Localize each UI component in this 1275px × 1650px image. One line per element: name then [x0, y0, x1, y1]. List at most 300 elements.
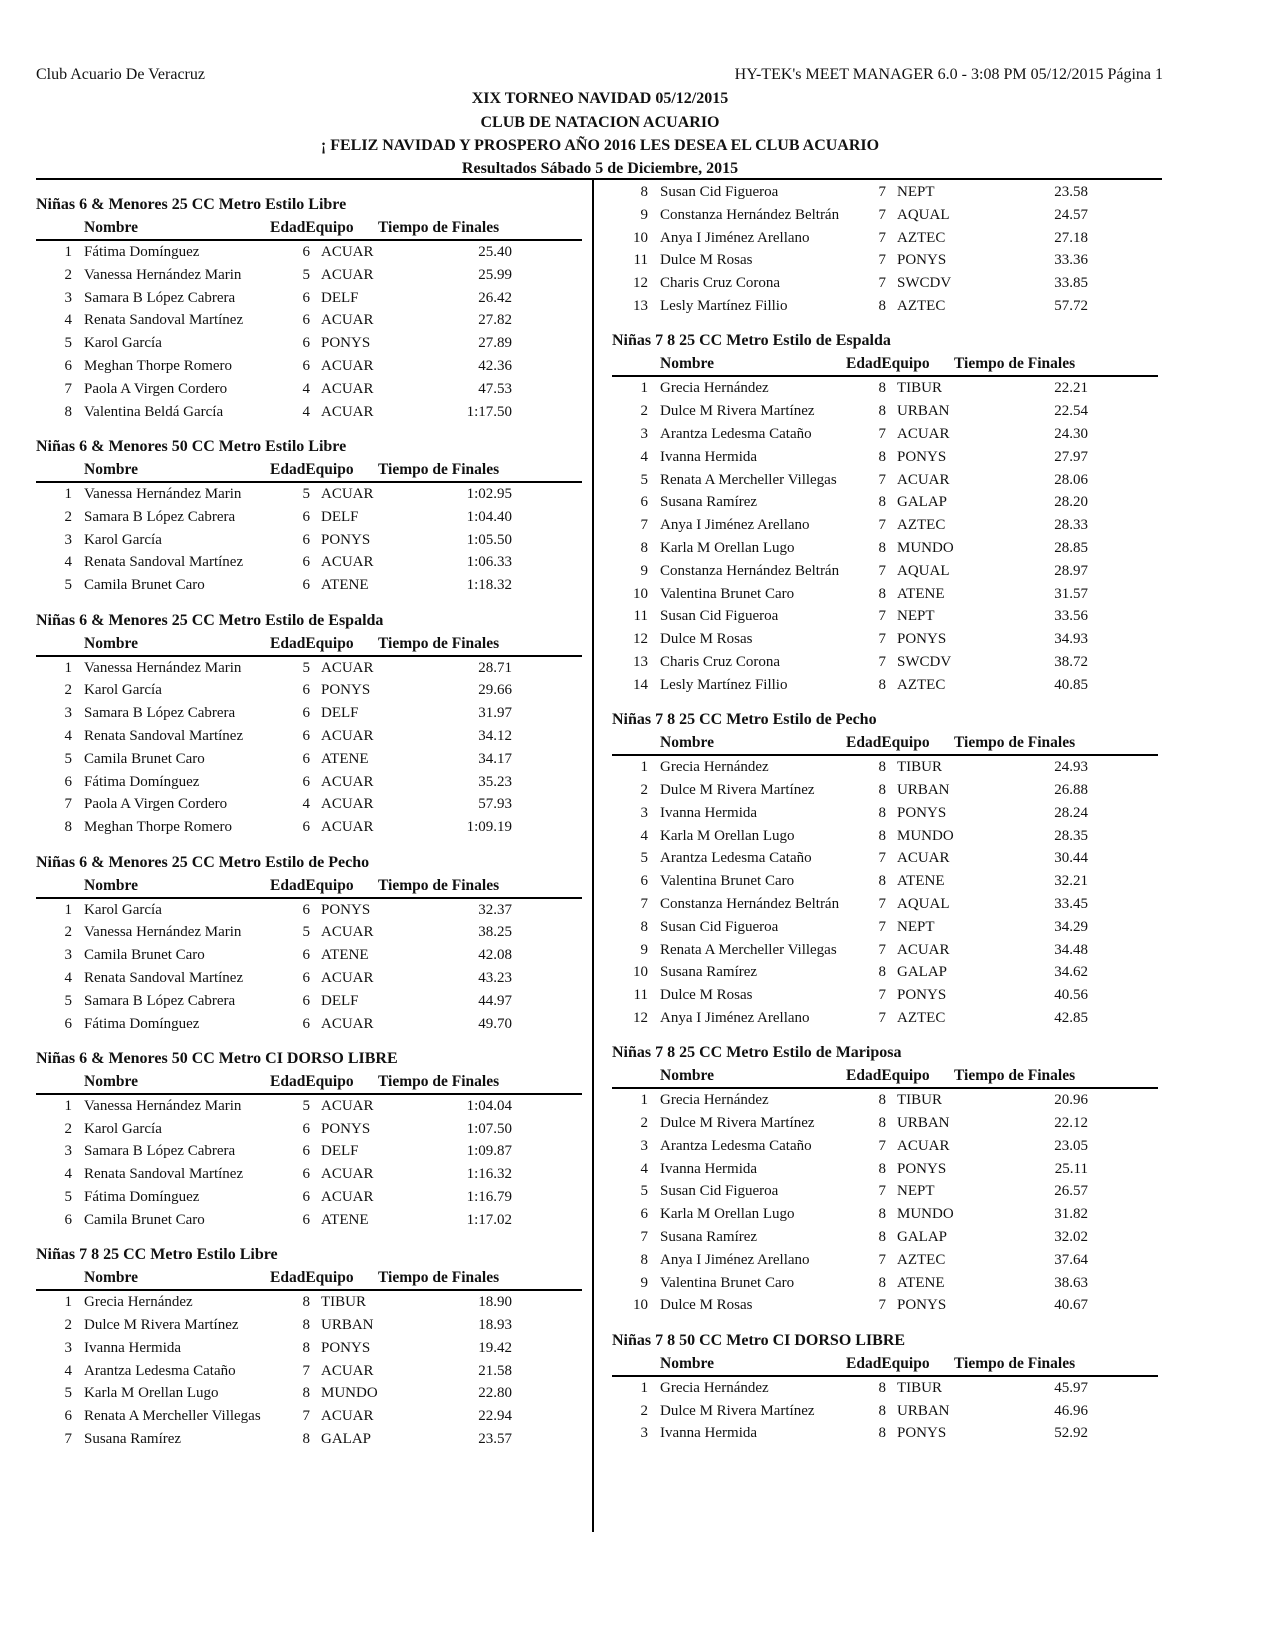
- swimmer-name: Constanza Hernández Beltrán: [660, 562, 840, 579]
- place: 8: [64, 819, 72, 836]
- team: AZTEC: [897, 517, 946, 534]
- column-header: [36, 459, 582, 483]
- swimmer-name: Fátima Domínguez: [84, 244, 200, 260]
- column-header: [612, 353, 1158, 377]
- team: AZTEC: [897, 1251, 946, 1268]
- place: 3: [64, 705, 72, 722]
- team: GALAP: [897, 494, 948, 511]
- team: PONYS: [321, 1339, 371, 1356]
- final-time: 1:16.32: [466, 1166, 512, 1183]
- place: 3: [640, 425, 648, 442]
- header-name: Nombre: [84, 1269, 138, 1287]
- place: 14: [633, 676, 648, 693]
- column-header: [36, 1071, 582, 1095]
- final-time: 32.37: [478, 901, 512, 918]
- result-row: [36, 1428, 582, 1451]
- team: URBAN: [897, 403, 950, 420]
- swimmer-name: Dulce M Rosas: [660, 987, 753, 1004]
- age: 5: [302, 659, 310, 676]
- swimmer-name: Samara B López Cabrera: [84, 992, 236, 1009]
- team: ACUAR: [321, 244, 374, 260]
- place: 3: [64, 531, 72, 548]
- result-row: [612, 756, 1158, 779]
- final-time: 26.88: [1054, 781, 1088, 798]
- age: 7: [878, 252, 886, 269]
- continued-results: [612, 181, 1158, 318]
- team: AQUAL: [897, 895, 950, 912]
- header-name: Nombre: [660, 1354, 714, 1372]
- place: 8: [64, 403, 72, 420]
- result-row: [612, 1226, 1158, 1249]
- place: 2: [64, 924, 72, 941]
- header-time: Tiempo de Finales: [378, 460, 500, 478]
- result-row: [612, 939, 1158, 962]
- swimmer-name: Dulce M Rosas: [660, 631, 753, 648]
- header-age-team: EdadEquipo: [270, 634, 354, 652]
- final-time: 34.62: [1054, 964, 1088, 981]
- swimmer-name: Arantza Ledesma Cataño: [660, 425, 812, 442]
- final-time: 22.80: [478, 1385, 512, 1402]
- place: 10: [633, 1297, 648, 1314]
- event-title: Niñas 7 8 25 CC Metro Estilo de Mariposa: [612, 1044, 902, 1062]
- final-time: 1:06.33: [466, 554, 512, 571]
- header-name: Nombre: [84, 219, 138, 236]
- team: NEPT: [897, 1183, 935, 1200]
- team: DELF: [321, 289, 359, 306]
- swimmer-name: Camila Brunet Caro: [84, 947, 205, 964]
- team: AZTEC: [897, 1009, 946, 1026]
- header-time: Tiempo de Finales: [378, 219, 500, 236]
- final-time: 42.08: [478, 947, 512, 964]
- result-row: [36, 574, 582, 597]
- final-time: 30.44: [1054, 850, 1088, 867]
- final-time: 25.11: [1054, 1160, 1088, 1177]
- result-row: [36, 287, 582, 310]
- result-row: [612, 779, 1158, 802]
- swimmer-name: Paola A Virgen Cordero: [84, 380, 228, 397]
- place: 6: [64, 357, 72, 374]
- final-time: 24.30: [1054, 425, 1088, 442]
- result-row: [36, 771, 582, 794]
- team: DELF: [321, 992, 359, 1009]
- age: 7: [878, 850, 886, 867]
- place: 5: [640, 850, 648, 867]
- header-age-team: EdadEquipo: [270, 1269, 354, 1287]
- result-row: [36, 309, 582, 332]
- result-row: [36, 725, 582, 748]
- age: 8: [878, 1092, 886, 1109]
- team: PONYS: [897, 252, 947, 269]
- header-time: Tiempo de Finales: [954, 355, 1076, 373]
- final-time: 23.58: [1054, 184, 1088, 200]
- club-name: Club Acuario De Veracruz: [36, 66, 205, 83]
- result-row: [612, 469, 1158, 492]
- swimmer-name: Grecia Hernández: [84, 1294, 193, 1311]
- age: 6: [302, 357, 310, 374]
- event-title: Niñas 6 & Menores 50 CC Metro Estilo Libre: [36, 437, 347, 455]
- final-time: 40.56: [1054, 987, 1088, 1004]
- swimmer-name: Valentina Brunet Caro: [660, 585, 795, 602]
- team: PONYS: [897, 1425, 947, 1442]
- place: 3: [64, 1339, 72, 1356]
- swimmer-name: Anya I Jiménez Arellano: [660, 1251, 810, 1268]
- swimmer-name: Susana Ramírez: [660, 964, 758, 981]
- team: NEPT: [897, 184, 935, 200]
- result-row: [612, 1422, 1158, 1445]
- age: 8: [878, 676, 886, 693]
- swimmer-name: Grecia Hernández: [660, 1092, 769, 1109]
- swimmer-name: Samara B López Cabrera: [84, 705, 236, 722]
- final-time: 26.42: [478, 289, 512, 306]
- team: TIBUR: [897, 759, 942, 776]
- event-block: [36, 609, 582, 839]
- swimmer-name: Renata Sandoval Martínez: [84, 1166, 244, 1183]
- event-block: [612, 1329, 1158, 1445]
- place: 10: [633, 964, 648, 981]
- final-time: 31.97: [478, 705, 512, 722]
- result-row: [36, 748, 582, 771]
- age: 6: [302, 750, 310, 767]
- event-block: [36, 435, 582, 597]
- place: 4: [64, 312, 72, 329]
- final-time: 27.82: [478, 312, 512, 329]
- result-row: [612, 204, 1158, 227]
- age: 6: [302, 1166, 310, 1183]
- swimmer-name: Ivanna Hermida: [660, 1425, 758, 1442]
- age: 7: [878, 206, 886, 223]
- place: 2: [64, 682, 72, 699]
- team: AZTEC: [897, 676, 946, 693]
- swimmer-name: Vanessa Hernández Marin: [84, 659, 242, 676]
- team: ACUAR: [321, 659, 374, 676]
- result-row: [612, 1400, 1158, 1423]
- header-name: Nombre: [84, 460, 138, 478]
- team: PONYS: [321, 682, 371, 699]
- age: 6: [302, 901, 310, 918]
- result-row: [36, 506, 582, 529]
- swimmer-name: Renata Sandoval Martínez: [84, 312, 244, 329]
- age: 8: [878, 1160, 886, 1177]
- final-time: 1:04.40: [466, 508, 512, 525]
- swimmer-name: Susan Cid Figueroa: [660, 184, 779, 200]
- final-time: 47.53: [478, 380, 512, 397]
- age: 6: [302, 705, 310, 722]
- final-time: 27.18: [1054, 229, 1088, 246]
- final-time: 28.71: [478, 659, 512, 676]
- swimmer-name: Renata Sandoval Martínez: [84, 554, 244, 571]
- swimmer-name: Dulce M Rivera Martínez: [660, 781, 815, 798]
- final-time: 18.90: [478, 1294, 512, 1311]
- result-row: [612, 249, 1158, 272]
- place: 7: [64, 380, 72, 397]
- age: 7: [302, 1408, 310, 1425]
- swimmer-name: Valentina Beldá García: [84, 403, 224, 420]
- swimmer-name: Vanessa Hernández Marin: [84, 485, 242, 502]
- result-row: [612, 377, 1158, 400]
- team: ACUAR: [321, 266, 374, 283]
- swimmer-name: Renata A Mercheller Villegas: [660, 471, 837, 488]
- place: 8: [640, 184, 648, 200]
- place: 3: [64, 1143, 72, 1160]
- left-column: [36, 193, 582, 1462]
- age: 7: [878, 275, 886, 292]
- final-time: 35.23: [478, 773, 512, 790]
- place: 1: [64, 1294, 72, 1311]
- place: 11: [633, 987, 648, 1004]
- meet-title: XIX TORNEO NAVIDAD 05/12/2015: [471, 90, 729, 107]
- header-time: Tiempo de Finales: [954, 1354, 1076, 1372]
- result-row: [36, 1118, 582, 1141]
- swimmer-name: Karol García: [84, 1120, 162, 1137]
- header-time: Tiempo de Finales: [954, 734, 1076, 752]
- column-header: [612, 732, 1158, 756]
- age: 7: [878, 608, 886, 625]
- final-time: 22.54: [1054, 403, 1088, 420]
- result-row: [36, 551, 582, 574]
- result-row: [36, 355, 582, 378]
- result-row: [612, 1089, 1158, 1112]
- final-time: 49.70: [478, 1015, 512, 1032]
- result-row: [36, 990, 582, 1013]
- age: 8: [878, 494, 886, 511]
- final-time: 19.42: [478, 1339, 512, 1356]
- age: 8: [878, 297, 886, 314]
- team: ATENE: [897, 585, 945, 602]
- swimmer-name: Karol García: [84, 901, 162, 918]
- team: TIBUR: [897, 1092, 942, 1109]
- place: 3: [640, 804, 648, 821]
- header-rule: [36, 178, 1162, 180]
- team: ACUAR: [321, 380, 374, 397]
- team: AZTEC: [897, 297, 946, 314]
- team: URBAN: [321, 1317, 374, 1334]
- age: 8: [302, 1317, 310, 1334]
- result-row: [612, 802, 1158, 825]
- age: 6: [302, 1120, 310, 1137]
- header-age-team: EdadEquipo: [846, 1354, 930, 1372]
- event-title: Niñas 7 8 50 CC Metro CI DORSO LIBRE: [612, 1331, 906, 1349]
- place: 1: [640, 1379, 648, 1396]
- age: 8: [878, 1274, 886, 1291]
- event-title: Niñas 7 8 25 CC Metro Estilo Libre: [36, 1246, 278, 1264]
- place: 7: [640, 1229, 648, 1246]
- place: 6: [64, 1211, 72, 1228]
- final-time: 40.85: [1054, 676, 1088, 693]
- column-divider: [592, 180, 594, 1532]
- swimmer-name: Ivanna Hermida: [660, 448, 758, 465]
- place: 6: [64, 1015, 72, 1032]
- swimmer-name: Fátima Domínguez: [84, 1189, 200, 1206]
- place: 4: [64, 1166, 72, 1183]
- age: 8: [878, 759, 886, 776]
- place: 1: [64, 1097, 72, 1114]
- event-block: [612, 329, 1158, 696]
- age: 7: [878, 631, 886, 648]
- host-club: CLUB DE NATACION ACUARIO: [480, 114, 720, 131]
- team: ACUAR: [897, 471, 950, 488]
- age: 6: [302, 819, 310, 836]
- place: 7: [640, 895, 648, 912]
- result-row: [612, 400, 1158, 423]
- swimmer-name: Camila Brunet Caro: [84, 1211, 205, 1228]
- place: 8: [640, 539, 648, 556]
- team: ACUAR: [321, 727, 374, 744]
- result-row: [36, 264, 582, 287]
- place: 8: [640, 918, 648, 935]
- swimmer-name: Susana Ramírez: [660, 494, 758, 511]
- result-row: [612, 893, 1158, 916]
- team: AZTEC: [897, 229, 946, 246]
- result-row: [36, 401, 582, 424]
- place: 2: [64, 508, 72, 525]
- team: ACUAR: [321, 819, 374, 836]
- swimmer-name: Karol García: [84, 531, 162, 548]
- age: 7: [878, 1297, 886, 1314]
- result-row: [612, 583, 1158, 606]
- final-time: 1:16.79: [466, 1189, 512, 1206]
- place: 1: [640, 380, 648, 397]
- result-row: [612, 1203, 1158, 1226]
- team: SWCDV: [897, 275, 952, 292]
- age: 8: [878, 804, 886, 821]
- age: 7: [302, 1362, 310, 1379]
- event-title: Niñas 7 8 25 CC Metro Estilo de Pecho: [612, 711, 877, 729]
- age: 8: [878, 403, 886, 420]
- result-row: [612, 560, 1158, 583]
- swimmer-name: Susana Ramírez: [660, 1229, 758, 1246]
- event-block: [612, 1041, 1158, 1317]
- swimmer-name: Susan Cid Figueroa: [660, 918, 779, 935]
- swimmer-name: Karla M Orellan Lugo: [660, 827, 795, 844]
- place: 11: [633, 608, 648, 625]
- final-time: 28.20: [1054, 494, 1088, 511]
- age: 6: [302, 969, 310, 986]
- swimmer-name: Samara B López Cabrera: [84, 1143, 236, 1160]
- final-time: 38.25: [478, 924, 512, 941]
- place: 7: [64, 796, 72, 813]
- team: GALAP: [897, 1229, 948, 1246]
- event-block: [36, 1243, 582, 1451]
- team: ACUAR: [321, 1097, 374, 1114]
- swimmer-name: Grecia Hernández: [660, 759, 769, 776]
- result-row: [36, 967, 582, 990]
- final-time: 52.92: [1054, 1425, 1088, 1442]
- result-row: [612, 446, 1158, 469]
- final-time: 34.93: [1054, 631, 1088, 648]
- age: 7: [878, 918, 886, 935]
- team: DELF: [321, 508, 359, 525]
- result-row: [612, 825, 1158, 848]
- result-row: [612, 674, 1158, 697]
- final-time: 22.21: [1054, 380, 1088, 397]
- age: 7: [878, 1137, 886, 1154]
- result-row: [612, 916, 1158, 939]
- header-time: Tiempo de Finales: [378, 634, 500, 652]
- result-row: [36, 332, 582, 355]
- final-time: 33.85: [1054, 275, 1088, 292]
- place: 2: [640, 403, 648, 420]
- team: ACUAR: [321, 924, 374, 941]
- age: 7: [878, 987, 886, 1004]
- age: 8: [302, 1339, 310, 1356]
- final-time: 31.57: [1054, 585, 1088, 602]
- swimmer-name: Ivanna Hermida: [660, 804, 758, 821]
- swimmer-name: Arantza Ledesma Cataño: [660, 1137, 812, 1154]
- age: 7: [878, 184, 886, 200]
- final-time: 34.12: [478, 727, 512, 744]
- header-age-team: EdadEquipo: [270, 876, 354, 894]
- age: 8: [878, 539, 886, 556]
- team: NEPT: [897, 918, 935, 935]
- age: 8: [878, 448, 886, 465]
- swimmer-name: Lesly Martínez Fillio: [660, 297, 788, 314]
- age: 8: [878, 1402, 886, 1419]
- team: ATENE: [321, 947, 369, 964]
- place: 13: [633, 653, 648, 670]
- final-time: 1:09.87: [466, 1143, 512, 1160]
- place: 4: [64, 969, 72, 986]
- place: 5: [64, 750, 72, 767]
- final-time: 24.93: [1054, 759, 1088, 776]
- final-time: 32.02: [1054, 1229, 1088, 1246]
- age: 5: [302, 266, 310, 283]
- place: 3: [64, 289, 72, 306]
- age: 8: [878, 1379, 886, 1396]
- place: 1: [64, 244, 72, 260]
- result-row: [612, 227, 1158, 250]
- result-row: [36, 1405, 582, 1428]
- place: 5: [64, 1189, 72, 1206]
- header-name: Nombre: [84, 1072, 138, 1090]
- swimmer-name: Grecia Hernández: [660, 1379, 769, 1396]
- place: 2: [64, 266, 72, 283]
- age: 8: [878, 1206, 886, 1223]
- place: 6: [64, 1408, 72, 1425]
- swimmer-name: Karla M Orellan Lugo: [84, 1385, 219, 1402]
- result-row: [36, 1186, 582, 1209]
- header-time: Tiempo de Finales: [378, 1269, 500, 1287]
- age: 6: [302, 531, 310, 548]
- age: 4: [302, 403, 310, 420]
- swimmer-name: Fátima Domínguez: [84, 773, 200, 790]
- result-row: [612, 272, 1158, 295]
- result-row: [36, 921, 582, 944]
- age: 8: [878, 1229, 886, 1246]
- result-row: [612, 847, 1158, 870]
- place: 5: [640, 1183, 648, 1200]
- result-row: [36, 1013, 582, 1036]
- result-row: [612, 181, 1158, 204]
- swimmer-name: Karol García: [84, 335, 162, 352]
- age: 6: [302, 1211, 310, 1228]
- swimmer-name: Ivanna Hermida: [84, 1339, 182, 1356]
- place: 4: [640, 827, 648, 844]
- header-age-team: EdadEquipo: [270, 1072, 354, 1090]
- age: 6: [302, 992, 310, 1009]
- result-row: [612, 1158, 1158, 1181]
- result-row: [36, 241, 582, 264]
- team: DELF: [321, 705, 359, 722]
- place: 12: [633, 1009, 648, 1026]
- age: 7: [878, 653, 886, 670]
- result-row: [612, 870, 1158, 893]
- place: 10: [633, 585, 648, 602]
- age: 6: [302, 554, 310, 571]
- age: 8: [302, 1431, 310, 1448]
- team: PONYS: [897, 987, 947, 1004]
- header-age-team: EdadEquipo: [846, 734, 930, 752]
- age: 5: [302, 1097, 310, 1114]
